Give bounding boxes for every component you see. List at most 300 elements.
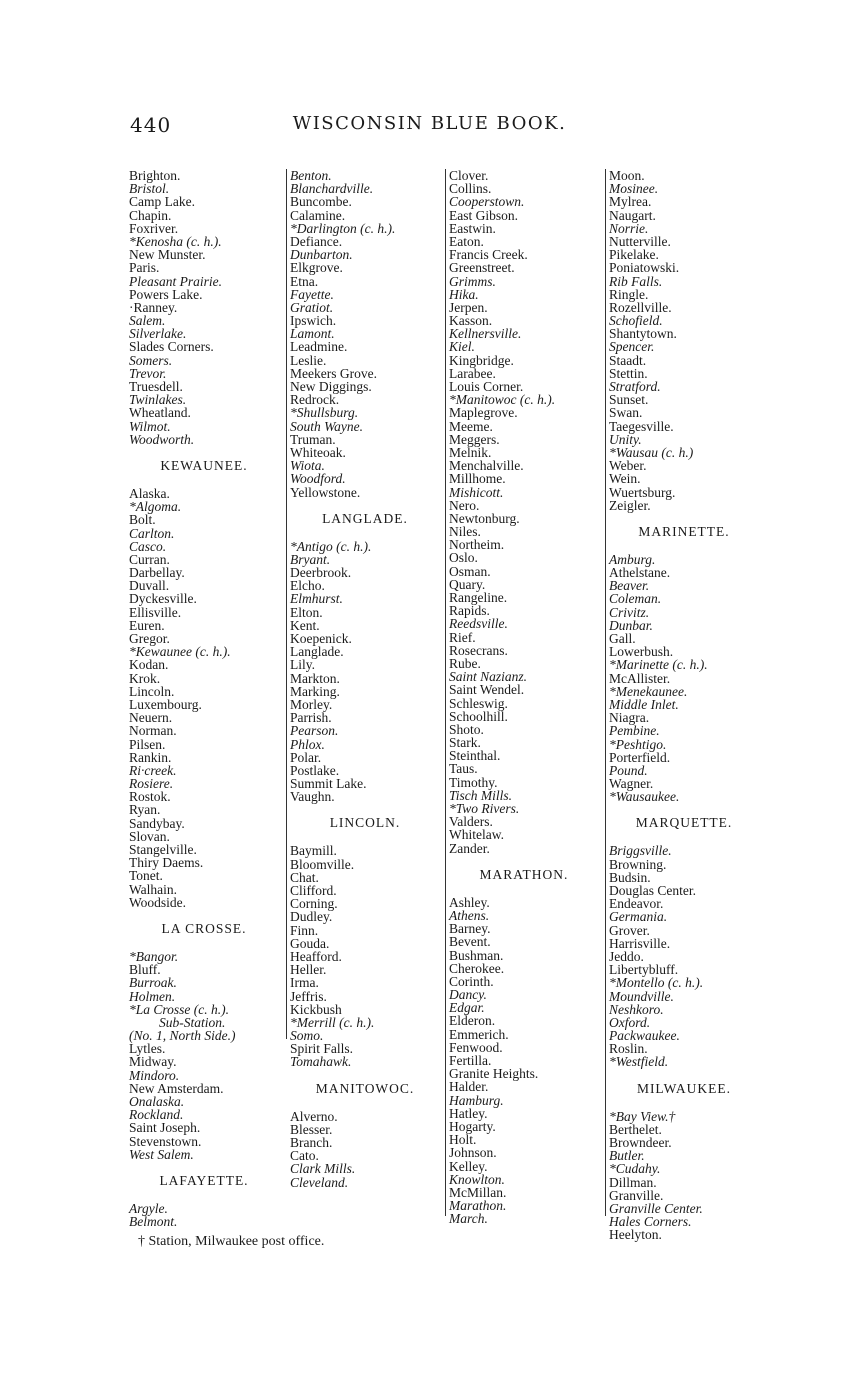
post-office-entry: Cherokee.	[449, 960, 505, 976]
post-office-entry: Gratiot.	[290, 299, 334, 315]
post-office-entry: Elkgrove.	[290, 260, 343, 276]
post-office-entry: Ellisville.	[129, 604, 182, 620]
post-office-entry: Kellnersville.	[449, 326, 522, 342]
post-office-entry: Dyckesville.	[129, 591, 197, 607]
post-office-entry: Truesdell.	[129, 379, 183, 394]
post-office-entry: Bloomville.	[290, 856, 355, 872]
post-office-entry: Dudley.	[290, 909, 333, 925]
post-office-entry: Corinth.	[449, 973, 494, 989]
post-office-entry: Moon.	[609, 168, 645, 183]
post-office-entry: Hales Corners.	[609, 1214, 692, 1230]
post-office-entry: Heelyton.	[609, 1227, 662, 1243]
post-office-entry: Rankin.	[129, 749, 172, 765]
post-office-entry: Athelstane.	[609, 565, 671, 581]
post-office-entry: Clover.	[449, 168, 489, 183]
post-office-entry: *Antigo (c. h.).	[290, 538, 372, 554]
post-office-entry: Barney.	[449, 921, 491, 937]
post-office-entry: Saint Wendel.	[449, 682, 525, 698]
post-office-entry: Defiance.	[290, 233, 343, 249]
post-office-entry: Norman.	[129, 723, 177, 739]
post-office-entry: Curran.	[129, 551, 170, 567]
post-office-entry: Gouda.	[290, 935, 330, 951]
post-office-entry: Fenwood.	[449, 1039, 503, 1055]
post-office-entry: Tisch Mills.	[449, 787, 513, 803]
post-office-entry: Niagra.	[609, 710, 650, 726]
post-office-entry: Hamburg.	[449, 1092, 504, 1108]
post-office-entry: *Peshtigo.	[609, 736, 667, 752]
post-office-entry: Millhome.	[449, 471, 506, 487]
post-office-entry: Saint Nazianz.	[449, 669, 528, 685]
post-office-entry: Foxriver.	[129, 220, 179, 236]
post-office-entry: Whiteoak.	[290, 444, 346, 460]
post-office-entry: Steinthal.	[449, 748, 501, 764]
post-office-entry: Greenstreet.	[449, 260, 515, 276]
post-office-entry: Mishicott.	[449, 484, 504, 500]
post-office-entry: New Munster.	[129, 247, 206, 263]
post-office-entry: Slades Corners.	[129, 339, 214, 355]
post-office-entry: Granville Center.	[609, 1200, 703, 1216]
post-office-entry: Butler.	[609, 1148, 645, 1164]
post-office-entry: Athens.	[449, 907, 490, 923]
post-office-entry: Rosiere.	[129, 776, 174, 792]
post-office-entry: Irma.	[290, 975, 319, 991]
post-office-entry: Collins.	[449, 181, 492, 197]
post-office-entry: Koepenick.	[290, 631, 352, 646]
post-office-entry: Pleasant Prairie.	[129, 273, 222, 289]
post-office-entry: Shantytown.	[609, 326, 677, 342]
post-office-entry: Dunbarton.	[290, 247, 353, 263]
post-office-entry: Bushman.	[449, 947, 504, 963]
post-office-entry: Stangelville.	[129, 842, 197, 857]
post-office-entry: Germania.	[609, 909, 668, 925]
post-office-entry: Poniatowski.	[609, 260, 680, 276]
post-office-entry: East Gibson.	[449, 207, 518, 223]
post-office-entry: Quary.	[449, 576, 486, 592]
post-office-entry: Wagner.	[609, 776, 654, 792]
post-office-entry: Weber.	[609, 458, 647, 474]
column-3	[445, 168, 599, 1227]
post-office-entry: Coleman.	[609, 591, 662, 607]
post-office-entry: Endeavor.	[609, 896, 664, 912]
post-office-entry: Swan.	[609, 405, 643, 421]
post-office-entry: Gregor.	[129, 631, 170, 646]
post-office-entry: Dancy.	[449, 987, 487, 1003]
post-office-entry: Reedsville.	[449, 616, 508, 632]
post-office-entry: Pikelake.	[609, 247, 659, 263]
column-1	[129, 169, 279, 1228]
post-office-entry: Bristol.	[129, 181, 170, 197]
post-office-entry: *Kenosha (c. h.).	[129, 233, 222, 249]
post-office-entry: Salem.	[129, 313, 166, 329]
post-office-entry: Paris.	[129, 260, 160, 276]
post-office-entry: Ashley.	[449, 894, 490, 910]
post-office-entry: Parrish.	[290, 710, 332, 726]
post-office-entry: Brighton.	[129, 168, 181, 183]
post-office-entry: Meekers Grove.	[290, 365, 377, 381]
county-heading: MANITOWOC.	[315, 1080, 415, 1096]
post-office-entry: Cato.	[290, 1148, 319, 1164]
county-heading: LAFAYETTE.	[159, 1172, 249, 1188]
post-office-entry: Somo.	[290, 1028, 324, 1044]
post-office-entry: Wiota.	[290, 458, 325, 474]
post-office-entry: South Wayne.	[290, 418, 363, 434]
post-office-entry: Ri·creek.	[129, 762, 177, 778]
post-office-entry: Deerbrook.	[290, 565, 352, 581]
post-office-entry: Ringle.	[609, 286, 649, 302]
post-office-entry: Corning.	[290, 896, 338, 912]
post-office-entry: Niles.	[449, 524, 481, 540]
post-office-entry: Staadt.	[609, 352, 647, 368]
post-office-entry: Emmerich.	[449, 1026, 509, 1042]
footnote: † Station, Milwaukee post office.	[138, 1234, 325, 1249]
county-heading: MARINETTE.	[638, 523, 730, 539]
post-office-entry: Kodan.	[129, 657, 169, 673]
post-office-entry: Phlox.	[290, 736, 325, 752]
post-office-entry: *Manitowoc (c. h.).	[449, 392, 556, 408]
post-office-entry: Krok.	[129, 670, 161, 686]
post-office-entry: Jeffris.	[290, 988, 327, 1004]
post-office-entry: Pembine.	[609, 723, 660, 739]
post-office-entry: Saint Joseph.	[129, 1120, 201, 1136]
post-office-entry: ·Ranney.	[129, 299, 178, 315]
post-office-entry: Casco.	[129, 538, 167, 554]
post-office-entry: Spencer.	[609, 339, 655, 355]
post-office-entry: Francis Creek.	[449, 247, 528, 263]
post-office-entry: Kent.	[290, 617, 320, 633]
post-office-entry: Powers Lake.	[129, 286, 203, 302]
post-office-entry: Heafford.	[290, 948, 342, 964]
post-office-entry: Browning.	[609, 856, 667, 872]
post-office-entry: Budsin.	[609, 869, 651, 885]
post-office-entry: Roslin.	[609, 1041, 648, 1057]
post-office-entry: Benton.	[290, 168, 332, 183]
post-office-entry: *Cudahy.	[609, 1161, 661, 1177]
post-office-entry: Luxembourg.	[129, 696, 202, 712]
post-office-entry: Lily.	[290, 657, 315, 673]
post-office-entry: Shoto.	[449, 721, 484, 737]
post-office-entry: Alaska.	[129, 485, 170, 501]
post-office-entry: Mosinee.	[609, 181, 659, 197]
post-office-entry: Dillman.	[609, 1174, 657, 1190]
post-office-entry: Rozellville.	[609, 299, 672, 315]
post-office-entry: Newtonburg.	[449, 510, 520, 526]
post-office-entry: Maplegrove.	[449, 405, 518, 421]
post-office-entry: Heller.	[290, 962, 327, 978]
post-office-entry: *Kewaunee (c. h.).	[129, 644, 231, 660]
post-office-entry: Darbellay.	[129, 565, 185, 581]
post-office-entry: Lincoln.	[129, 683, 175, 699]
post-office-entry: Grimms.	[449, 273, 496, 289]
post-office-entry: Somers.	[129, 352, 173, 368]
post-office-entry: Rockland.	[129, 1107, 184, 1123]
post-office-entry: New Amsterdam.	[129, 1080, 224, 1096]
post-office-entry: Chat.	[290, 869, 319, 885]
post-office-entry: Whitelaw.	[449, 827, 504, 843]
post-office-entry: Clark Mills.	[290, 1161, 356, 1177]
post-office-entry: Gall.	[609, 631, 636, 646]
post-office-entry: Woodside.	[129, 894, 187, 910]
post-office-entry: Langlade.	[290, 644, 344, 660]
post-office-entry: Libertybluff.	[609, 962, 679, 978]
post-office-entry: Edgar.	[449, 1000, 485, 1016]
post-office-entry: Meggers.	[449, 431, 500, 447]
post-office-entry: Rangeline.	[449, 590, 508, 605]
post-office-entry: Crivitz.	[609, 604, 650, 620]
post-office-entry: Yellowstone.	[290, 484, 361, 500]
post-office-entry: Belmont.	[129, 1214, 178, 1230]
post-office-entry: Burroak.	[129, 975, 177, 991]
post-office-entry: *Westfield.	[609, 1054, 669, 1070]
post-office-entry: Tomahawk.	[290, 1054, 352, 1070]
county-heading: LINCOLN.	[329, 815, 401, 831]
post-office-entry: Grover.	[609, 922, 650, 938]
post-office-entry: Leadmine.	[290, 339, 348, 355]
post-office-entry: Osman.	[449, 563, 491, 579]
post-office-entry: Kingbridge.	[449, 352, 514, 368]
post-office-entry: Lamont.	[290, 326, 335, 342]
post-office-entry: Chapin.	[129, 207, 172, 223]
post-office-entry: Bolt.	[129, 512, 156, 528]
post-office-entry: Thiry Daems.	[129, 855, 204, 871]
column-2	[286, 168, 440, 1190]
post-office-entry: Wein.	[609, 471, 641, 487]
post-office-entry: Walhain.	[129, 881, 178, 897]
post-office-entry: Middle Inlet.	[609, 696, 679, 712]
post-office-entry: Knowlton.	[449, 1171, 505, 1187]
post-office-entry: March.	[449, 1211, 488, 1227]
post-office-entry: Naugart.	[609, 207, 656, 223]
post-office-entry: Rostok.	[129, 789, 171, 805]
post-office-entry: Midway.	[129, 1054, 177, 1070]
post-office-entry: Stettin.	[609, 365, 648, 381]
post-office-entry: Bluff.	[129, 962, 161, 978]
post-office-entry: Menchalville.	[449, 458, 524, 474]
post-office-entry: *Two Rivers.	[449, 801, 520, 816]
post-office-entry: McAllister.	[609, 670, 671, 686]
post-office-entry: Pound.	[609, 762, 648, 778]
post-office-entry: Truman.	[290, 431, 336, 447]
post-office-entry: Buncombe.	[290, 194, 352, 210]
post-office-entry: Kelley.	[449, 1158, 488, 1174]
post-office-entry: Berthelet.	[609, 1121, 662, 1137]
post-office-entry: Schoolhill.	[449, 708, 508, 724]
county-heading: MARQUETTE.	[635, 815, 733, 831]
post-office-entry: Trevor.	[129, 365, 167, 381]
post-office-entry: Harrisville.	[609, 935, 671, 951]
post-office-entry: Fayette.	[290, 286, 334, 302]
post-office-entry: Eastwin.	[449, 220, 496, 236]
post-office-entry: *Montello (c. h.).	[609, 975, 704, 991]
post-office-entry: Euren.	[129, 617, 165, 633]
post-office-entry: Lowerbush.	[609, 644, 674, 660]
post-office-entry: Finn.	[290, 922, 319, 938]
post-office-entry: Sunset.	[609, 392, 649, 408]
post-office-entry: Northeim.	[449, 537, 505, 553]
post-office-entry: Holt.	[449, 1132, 477, 1148]
post-office-entry: Summit Lake.	[290, 776, 367, 792]
post-office-entry: Tonet.	[129, 868, 163, 884]
post-office-entry: *Wausau (c. h.)	[609, 444, 694, 460]
post-office-entry: Woodford.	[290, 471, 346, 487]
post-office-entry: Moundville.	[609, 988, 674, 1004]
post-office-entry: Leslie.	[290, 352, 327, 368]
post-office-entry: Elton.	[290, 604, 323, 620]
post-office-entry: Rapids.	[449, 603, 490, 619]
post-office-entry: *Shullsburg.	[290, 405, 359, 421]
post-office-entry: Jerpen.	[449, 299, 488, 315]
county-heading: LANGLADE.	[322, 510, 408, 526]
post-office-entry: Rib Falls.	[609, 273, 663, 289]
post-office-entry: Baymill.	[290, 843, 337, 859]
post-office-entry: Spirit Falls.	[290, 1041, 354, 1057]
post-office-entry: Dunbar.	[609, 617, 653, 633]
post-office-entry: Taegesville.	[609, 418, 674, 434]
post-office-entry: Clifford.	[290, 883, 337, 898]
post-office-entry: *Marinette (c. h.).	[609, 657, 708, 673]
post-office-entry: Neuern.	[129, 710, 173, 726]
post-office-entry: Browndeer.	[609, 1135, 672, 1150]
post-office-entry: Melnik.	[449, 444, 492, 460]
post-office-entry: Stratford.	[609, 379, 661, 394]
county-heading: MILWAUKEE.	[636, 1080, 732, 1096]
post-office-entry: Twinlakes.	[129, 392, 187, 408]
post-office-entry: Eaton.	[449, 233, 484, 249]
post-office-entry: Douglas Center.	[609, 883, 696, 898]
post-office-entry: Oxford.	[609, 1014, 651, 1030]
post-office-entry: Jeddo.	[609, 948, 644, 964]
post-office-entry: Beaver.	[609, 578, 650, 594]
county-heading: MARATHON.	[479, 866, 569, 882]
post-office-entry: Elderon.	[449, 1013, 496, 1029]
post-office-entry: Stark.	[449, 735, 481, 751]
post-office-entry: Zander.	[449, 840, 490, 856]
post-office-entry: Hatley.	[449, 1105, 488, 1121]
post-office-entry: Granville.	[609, 1187, 664, 1203]
post-office-entry: Taus.	[449, 761, 478, 777]
column-4	[605, 168, 759, 1243]
post-office-entry: Hika.	[449, 286, 479, 302]
post-office-entry: Larabee.	[449, 365, 496, 381]
post-office-entry: Packwaukee.	[609, 1028, 680, 1044]
post-office-entry: Zeigler.	[609, 497, 651, 513]
post-office-entry: *Menekaunee.	[609, 683, 688, 699]
post-office-entry: Halder.	[449, 1079, 489, 1095]
post-office-entry: Polar.	[290, 749, 322, 765]
post-office-entry: Blanchardville.	[290, 181, 374, 197]
post-office-entry: Rief.	[449, 629, 476, 645]
post-office-entry: Slovan.	[129, 828, 170, 844]
post-office-entry: Fertilla.	[449, 1053, 492, 1068]
post-office-entry: Wheatland.	[129, 405, 191, 421]
post-office-entry: Stevenstown.	[129, 1133, 202, 1149]
post-office-entry: Pilsen.	[129, 736, 166, 752]
post-office-entry: Cooperstown.	[449, 194, 525, 210]
post-office-entry: Ryan.	[129, 802, 161, 818]
post-office-entry: Nutterville.	[609, 233, 671, 249]
county-heading: LA CROSSE.	[161, 920, 247, 936]
post-office-entry: West Salem.	[129, 1146, 194, 1162]
post-office-entry: Kasson.	[449, 313, 493, 329]
post-office-entry: Sub-Station.	[159, 1014, 226, 1030]
post-office-entry: *Wausaukee.	[609, 789, 680, 805]
post-office-entry: Mylrea.	[609, 194, 652, 210]
page-title: WISCONSIN BLUE BOOK.	[292, 113, 567, 134]
post-office-entry: Nero.	[449, 497, 480, 513]
post-office-entry: Rosecrans.	[449, 642, 508, 658]
post-office-entry: Meeme.	[449, 418, 493, 434]
post-office-entry: Marathon.	[449, 1198, 507, 1214]
post-office-entry: Kiel.	[449, 339, 475, 355]
post-office-entry: Neshkoro.	[609, 1001, 664, 1017]
post-office-entry: Timothy.	[449, 774, 498, 790]
post-office-entry: New Diggings.	[290, 379, 372, 394]
post-office-entry: Porterfield.	[609, 749, 671, 765]
page-number: 440	[130, 113, 172, 137]
post-office-entry: Lytles.	[129, 1041, 166, 1057]
post-office-entry: *La Crosse (c. h.).	[129, 1001, 229, 1017]
post-office-entry: Amburg.	[609, 551, 656, 567]
post-office-entry: Alverno.	[290, 1108, 338, 1124]
post-office-entry: Pearson.	[290, 723, 339, 739]
post-office-entry: Mindoro.	[129, 1067, 180, 1083]
post-office-entry: Rube.	[449, 655, 481, 671]
post-office-entry: *Darlington (c. h.).	[290, 220, 396, 236]
post-office-entry: Marking.	[290, 683, 340, 699]
post-office-entry: Cleveland.	[290, 1174, 349, 1190]
post-office-entry: Blesser.	[290, 1121, 333, 1137]
post-office-entry: Granite Heights.	[449, 1066, 539, 1082]
post-office-entry: Etna.	[290, 273, 319, 289]
post-office-entry: Wuertsburg.	[609, 484, 676, 500]
post-office-entry: Sandybay.	[129, 815, 185, 831]
post-office-entry: Silverlake.	[129, 326, 187, 342]
post-office-entry: Norrie.	[609, 220, 649, 236]
post-office-entry: Schleswig.	[449, 695, 508, 711]
post-office-entry: Morley.	[290, 696, 333, 712]
post-office-entry: Schofield.	[609, 313, 663, 329]
post-office-entry: Valders.	[449, 814, 493, 830]
post-office-entry: Markton.	[290, 670, 340, 686]
post-office-entry: Kickbush	[290, 1001, 342, 1017]
post-office-entry: Vaughn.	[290, 789, 335, 805]
post-office-entry: Wilmot.	[129, 418, 171, 434]
post-office-entry: Camp Lake.	[129, 194, 195, 210]
post-office-entry: Hogarty.	[449, 1118, 496, 1134]
post-office-entry: Argyle.	[129, 1200, 168, 1216]
post-office-entry: Bevent.	[449, 934, 491, 950]
post-office-entry: Duvall.	[129, 578, 170, 594]
post-office-entry: Johnson.	[449, 1145, 497, 1161]
post-office-entry: Elmhurst.	[290, 591, 343, 607]
post-office-entry: Onalaska.	[129, 1094, 185, 1109]
post-office-entry: Oslo.	[449, 550, 478, 566]
post-office-entry: Briggsville.	[609, 843, 672, 859]
post-office-entry: Branch.	[290, 1135, 333, 1150]
post-office-entry: Louis Corner.	[449, 379, 524, 394]
post-office-entry: Bryant.	[290, 551, 331, 567]
post-office-entry: Woodworth.	[129, 431, 195, 447]
post-office-entry: *Bangor.	[129, 948, 179, 964]
post-office-entry: McMillan.	[449, 1184, 507, 1200]
post-office-entry: Holmen.	[129, 988, 176, 1004]
post-office-entry: Calamine.	[290, 207, 346, 223]
post-office-entry: (No. 1, North Side.)	[129, 1028, 236, 1044]
county-heading: KEWAUNEE.	[160, 457, 248, 473]
post-office-entry: *Merrill (c. h.).	[290, 1014, 375, 1030]
post-office-entry: *Bay View.†	[609, 1108, 676, 1124]
post-office-entry: Redrock.	[290, 392, 340, 408]
post-office-entry: Postlake.	[290, 762, 340, 778]
